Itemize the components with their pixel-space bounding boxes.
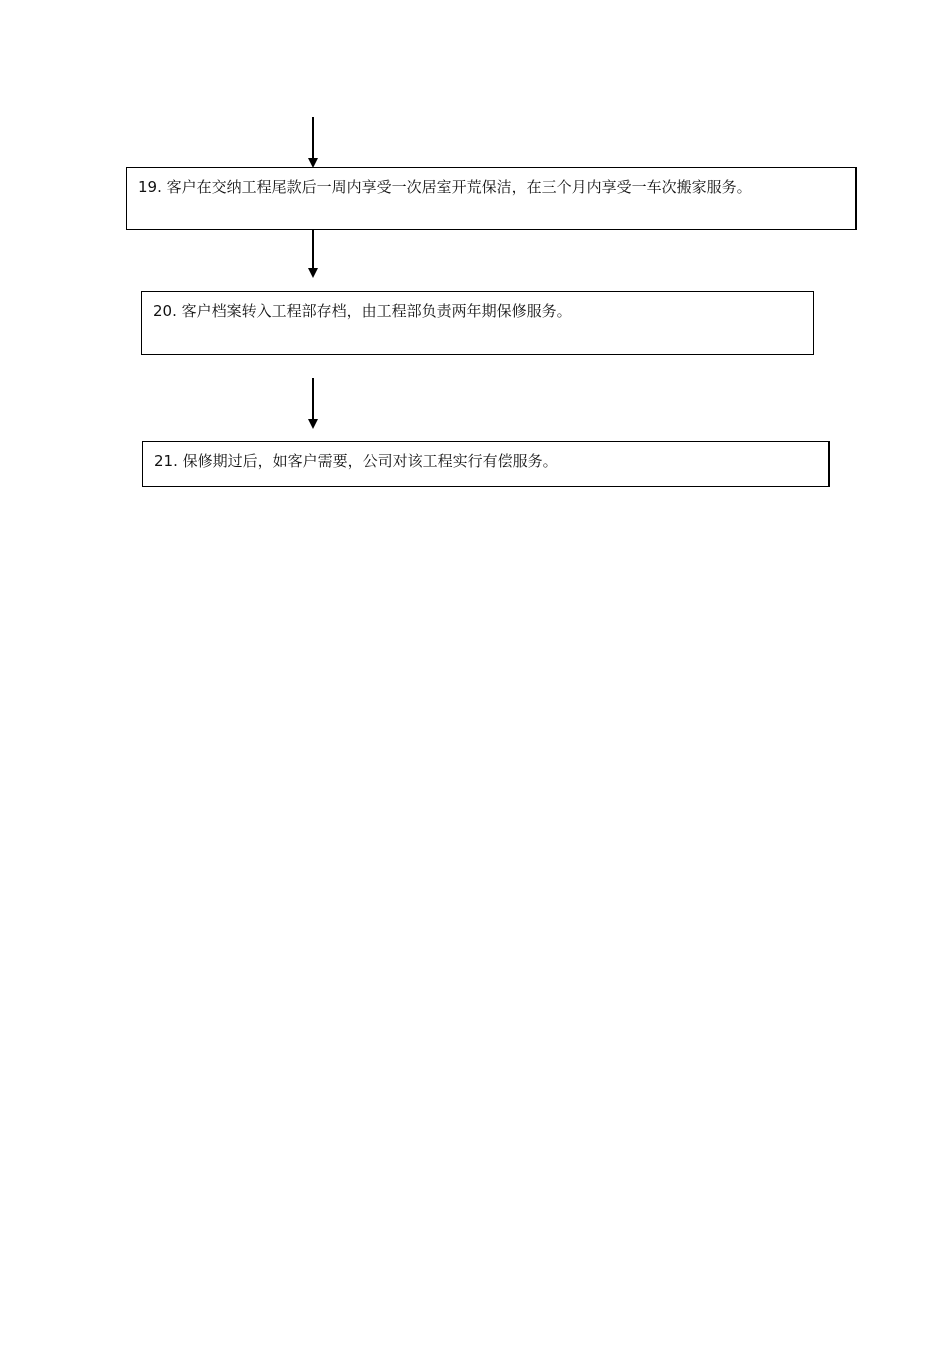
flow-arrow-step-20-to-21 [306, 378, 320, 430]
step-21-number: 21. [154, 452, 178, 470]
step-20-text: 客户档案转入工程部存档，由工程部负责两年期保修服务。 [181, 302, 572, 320]
flow-step-19 [126, 167, 857, 230]
step-20-number: 20. [153, 302, 177, 320]
flow-arrow-into-step-19 [306, 117, 320, 169]
step-19-text: 客户在交纳工程尾款后一周内享受一次居室开荒保洁，在三个月内享受一车次搬家服务。 [166, 178, 752, 196]
step-21-text: 保修期过后，如客户需要，公司对该工程实行有偿服务。 [182, 452, 558, 470]
flow-step-20 [141, 291, 814, 355]
flow-step-21 [142, 441, 830, 487]
flow-arrow-step-19-to-20 [306, 229, 320, 279]
step-19-number: 19. [138, 178, 162, 196]
